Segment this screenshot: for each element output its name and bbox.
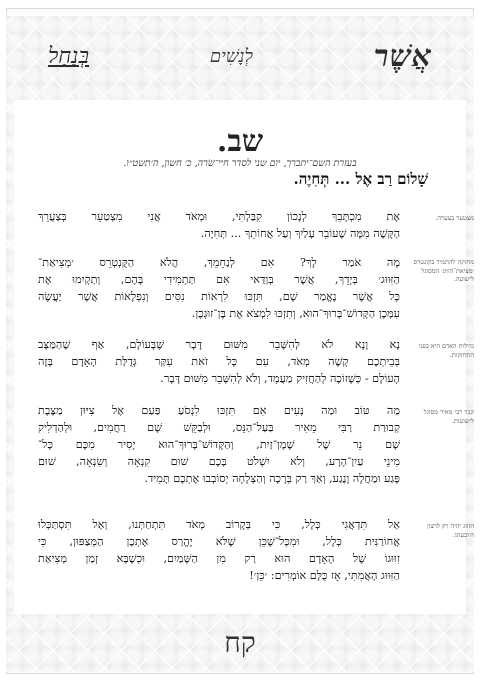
margin-note: מצטער בצערה. <box>435 214 474 222</box>
paragraph-line: מָה אֹמַר לָךְ? אִם לְנַחֵמֵךְ, הֲלֹא הַקֻּנְטְרֵס ׳מְצִיאַת־ <box>38 256 400 269</box>
paragraph-line: כָּל אֲשֶׁר נֶאֱמַר שָׁם, תִּזְכּוּ לִרְאוֹת נִסִּים וְנִפְלָאוֹת אֲשֶׁר יַעֲשֶׂה <box>38 290 400 303</box>
book-page <box>6 8 474 674</box>
margin-note: גדולות האדם היא בפני התחזקות. <box>418 342 474 359</box>
letter-dateline: בעזרת השם־יתברך, יום שני לסדר חיי־שׂרה, כ׳ חשון, ה׳תשט״ו. <box>123 158 357 169</box>
header-title-center: לְנָשִׁים <box>209 45 253 67</box>
paragraph-line: הָעוֹלָם - כְּשֶׁזוֹכֶה לְהַחֲזִיק מַעֲמָד, וְלֹא לְהִשָּׁבֵר מִשּׁוּם דָּבָר. <box>160 372 400 385</box>
paragraph-line: אֲחוֹרַנִּית כְּלָל, וּמִכָּל־שֶׁכֵּן שֶׁלֹּא יֶהֱרַס אֶתְכֶן הַמְּצַפּוּן, כִּי <box>38 535 400 548</box>
page-number: קח <box>224 626 256 659</box>
letter-body <box>14 100 474 614</box>
letter-paragraph <box>38 336 400 387</box>
letter-greeting: שָׁלוֹם רַב אֶל ... תְּחִיֶה. <box>293 170 428 188</box>
paragraph-line: שָׁם נֵר שֶׁל שֶׁמֶן־זַיִת, וְהַקָּדוֹשׁ־בָּרוּךְ־הוּא יָסִיר מִכֶּם כָּל־ <box>38 438 400 451</box>
paragraph-line: נָא וָנָא לֹא לְהִשָּׁבֵר מִשּׁוּם דָּבָר שֶׁבָּעוֹלָם, אַף שֶׁהַמַּצָּב <box>38 338 400 351</box>
paragraph-line: הַזִּוּוּג׳ בְּיָדֵךְ, אֲשֶׁר בְּוַדַּאי אִם תַּתְמִידִי בָּהֶם, וְתַקְיִמוּ אֶת <box>38 273 400 286</box>
paragraph-line: קְבוּרַת רַבִּי מֵאִיר בַּעַל־הַנֵּס, וּלְבַקֵּשׁ שָׁם רַחֲמִים, וּלְהַדְלִיק <box>38 421 400 434</box>
letter-paragraph <box>38 402 400 487</box>
letter-paragraph <box>38 208 400 242</box>
letter-paragraph <box>38 516 400 584</box>
margin-note: הזווג יהיה רק לרצון ה׳ובעתו. <box>427 522 474 539</box>
paragraph-line: מִינֵי עַיִן־הָרָע, וְלֹא יִשְׁלֹט בָּכֶם שׁוּם קִנְאָה וְשִׂנְאָה, שׁוּם <box>38 455 400 468</box>
paragraph-line: זִוּוּגוֹ שֶׁל הָאָדָם הוּא רַק מִן הַשָּׁמַיִם, וּכְשֶׁבָּא זְמַן מְצִיאַת <box>38 552 400 565</box>
running-header <box>6 36 474 76</box>
header-title-left: בְּנַחַל <box>48 44 90 69</box>
header-title-right: אֲשֶׁר <box>373 38 432 74</box>
paragraph-line: בְּבֵיתְכֶם קָשֶׁה מְאֹד, עִם כָּל זֹאת עִקַּר גְּדֻלַּת הָאָדָם בָּזֶה <box>38 355 400 368</box>
margin-note: מחזקה להתמיד בקונטרס ׳מציאת־הזווג׳ המסוגל לישועה. <box>413 258 474 283</box>
letter-number: שב. <box>216 124 264 159</box>
left-quilt-border <box>6 100 14 614</box>
paragraph-line: פֶּגַע וּמַחֲלָה וָנֶגַע, וְאַךְ רַק בְּרָכָה וְהַצְלָחָה יְסוֹבְבוּ אֶתְכֶם תָּמִיד. <box>144 472 400 485</box>
margin-note: קבר רבי מאיר מסוגל לישועות. <box>423 408 474 425</box>
paragraph-line: אֶת מִכְתָּבֵךְ לְנָכוֹן קִבַּלְתִּי, וּמְאֹד אֲנִי מִצְטַעֵר בְּצַעֲרֵךְ <box>38 210 400 223</box>
paragraph-line: מַה טּוֹב וּמַה נָּעִים אִם תִּזְכּוּ לִנְסֹעַ פַּעַם אֶל צִיּוּן מַצֶּבֶת <box>38 404 400 417</box>
paragraph-line: אַל תִּדְאֲגִי כְּלָל, כִּי בְּקָרוֹב מְאֹד תִּתְחַתְּנוּ, וְאַל תִּסְתַּכְּלוּ <box>38 518 400 531</box>
paragraph-line: עִמָּכֶן הַקָּדוֹשׁ־בָּרוּךְ־הוּא, וְתִזְכּוּ לִמְצֹא אֶת בֶּן־זוּגְכֶן. <box>191 307 400 320</box>
letter-paragraph <box>38 254 400 322</box>
paragraph-line: הַזִּוּוּג הָאֲמִתִּי, אָז כֻּלָּם אוֹמְרִים: ׳כֵּן׳! <box>249 569 400 582</box>
paragraph-line: הַקָּשֶׁה מִמָּה שֶׁעוֹבֵר עָלַיִךְ וְעַל אֲחוֹתֵךְ ... תְּחִיֶה. <box>200 227 400 240</box>
